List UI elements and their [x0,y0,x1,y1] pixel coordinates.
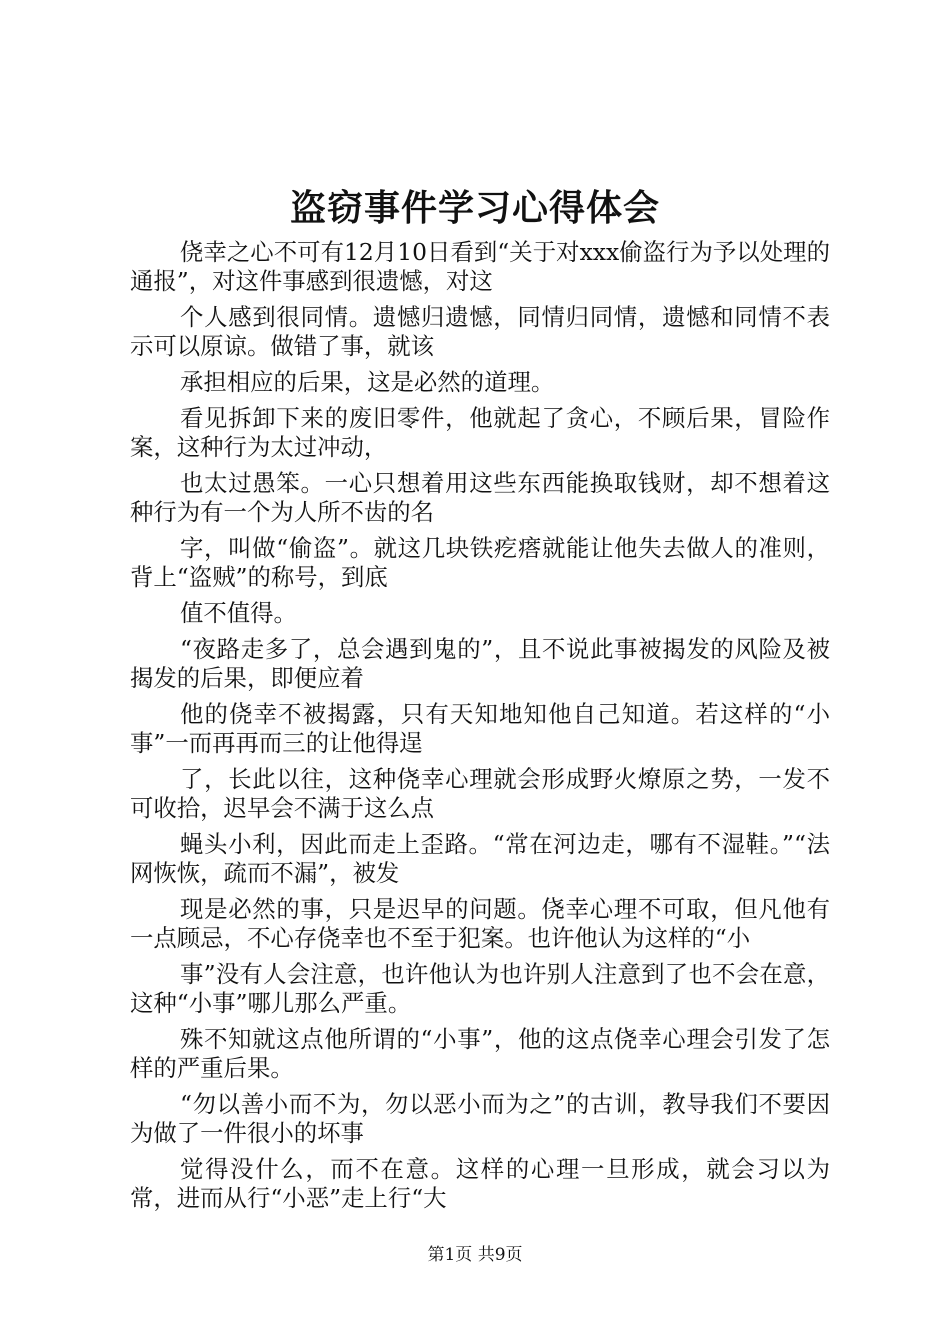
paragraph: 字，叫做“偷盗”。就这几块铁疙瘩就能让他失去做人的准则，背上“盗贼”的称号，到底 [130,534,830,591]
document-body [130,238,830,1220]
paragraph: 事”没有人会注意，也许他认为也许别人注意到了也不会在意，这种“小事”哪儿那么严重。 [130,960,830,1017]
paragraph: 蝇头小利，因此而走上歪路。“常在河边走，哪有不湿鞋。”“法网恢恢，疏而不漏”，被发 [130,830,830,887]
paragraph: 现是必然的事，只是迟早的问题。侥幸心理不可取，但凡他有一点顾忌，不心存侥幸也不至于犯案。也许他认为这样的“小 [130,895,830,952]
paragraph: 值不值得。 [180,599,297,627]
paragraph: 了，长此以往，这种侥幸心理就会形成野火燎原之势，一发不可收拾，迟早会不满于这么点 [130,765,830,822]
paragraph: 殊不知就这点他所谓的“小事”，他的这点侥幸心理会引发了怎样的严重后果。 [130,1025,830,1082]
page-number-footer: 第1页 共9页 [427,1245,523,1265]
paragraph: “勿以善小而不为，勿以恶小而为之”的古训，教导我们不要因为做了一件很小的坏事 [130,1090,830,1147]
paragraph: 觉得没什么，而不在意。这样的心理一旦形成，就会习以为常，进而从行“小恶”走上行“大 [130,1155,830,1212]
paragraph: 承担相应的后果，这是必然的道理。 [180,368,555,396]
paragraph: 也太过愚笨。一心只想着用这些东西能换取钱财，却不想着这种行为有一个为人所不齿的名 [130,469,830,526]
paragraph: 他的侥幸不被揭露，只有天知地知他自己知道。若这样的“小事”一而再再而三的让他得逞 [130,700,830,757]
paragraph: 看见拆卸下来的废旧零件，他就起了贪心，不顾后果，冒险作案，这种行为太过冲动， [130,404,830,461]
paragraph: “夜路走多了，总会遇到鬼的”，且不说此事被揭发的风险及被揭发的后果，即便应着 [130,635,830,692]
paragraph: 侥幸之心不可有12月10日看到“关于对xxx偷盗行为予以处理的通报”，对这件事感到很遗憾，对这 [130,238,830,295]
document-title: 盗窃事件学习心得体会 [289,187,660,229]
paragraph: 个人感到很同情。遗憾归遗憾，同情归同情，遗憾和同情不表示可以原谅。做错了事，就该 [130,303,830,360]
